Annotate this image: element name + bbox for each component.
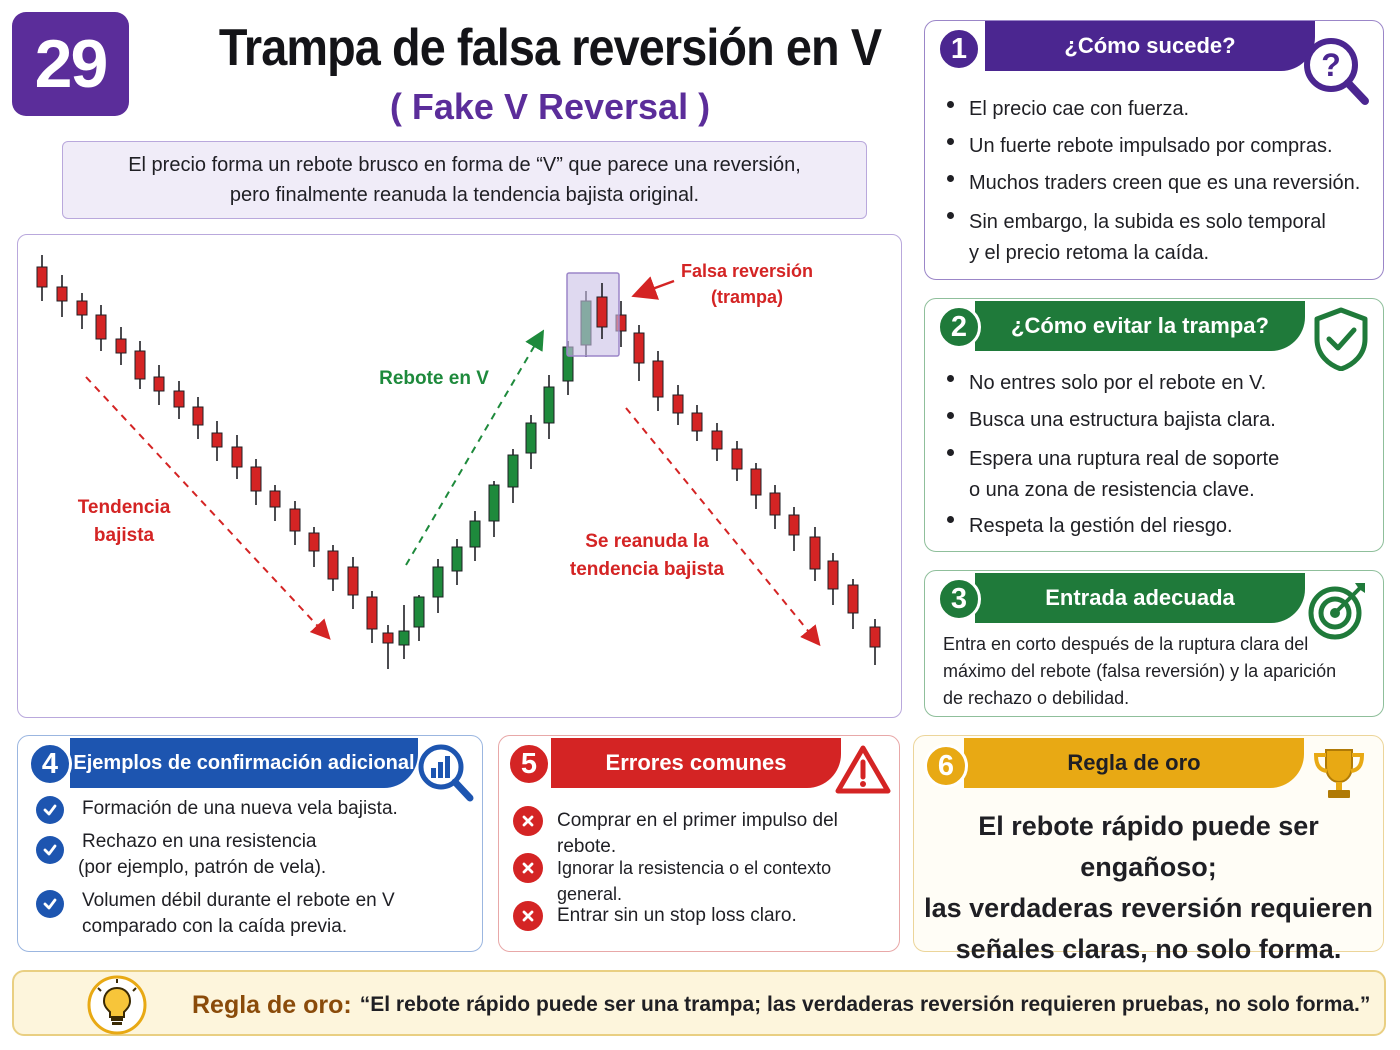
- card-banner: [964, 738, 1304, 788]
- card-banner: [551, 738, 841, 788]
- list-item-text: Sin embargo, la subida es solo temporal: [969, 211, 1326, 233]
- bearish-candle-body: [290, 509, 300, 531]
- lightbulb-icon: [86, 974, 148, 1036]
- bearish-candle-body: [77, 301, 87, 315]
- label-downtrend: bajista: [93, 525, 155, 546]
- candlestick: [232, 435, 242, 479]
- candlestick: [290, 501, 300, 545]
- candlestick: [37, 255, 47, 301]
- bearish-candle-body: [634, 333, 644, 363]
- card-confirmation-examples: [17, 735, 483, 952]
- chart-magnifier-icon: [416, 742, 474, 804]
- description-line: El precio forma un rebote brusco en forma de “V” que parece una reversión,: [128, 154, 801, 176]
- list-item: Busca una estructura bajista clara.: [947, 402, 1377, 439]
- check-icon: [36, 890, 64, 918]
- candlestick: [367, 591, 377, 643]
- card-banner: [975, 301, 1305, 351]
- candlesticks-group: [37, 255, 880, 669]
- shield-check-icon: [1313, 307, 1369, 371]
- candlestick: [116, 327, 126, 365]
- candlestick: [870, 619, 880, 665]
- candlestick: [673, 385, 683, 425]
- candlestick: [174, 381, 184, 419]
- candlestick: [751, 463, 761, 509]
- candlestick: [57, 275, 67, 317]
- list-item: [947, 202, 1377, 269]
- bullish-candle-body: [508, 455, 518, 487]
- candlestick: [470, 511, 480, 561]
- bullish-candle-body: [544, 387, 554, 423]
- list-item: [513, 901, 797, 931]
- candlestick: [193, 397, 203, 439]
- card-title: Entrada adecuada: [1045, 585, 1235, 610]
- golden-rule-line: señales claras, no solo forma.: [955, 934, 1342, 964]
- bearish-candle-body: [135, 351, 145, 379]
- candlestick: [692, 405, 702, 441]
- card-bullet-list: [947, 91, 1377, 269]
- card-common-errors: [498, 735, 900, 952]
- candlestick: [789, 507, 799, 551]
- list-item: Respeta la gestión del riesgo.: [947, 506, 1377, 545]
- card-bullet-list: [947, 365, 1377, 545]
- bearish-candle-body: [789, 515, 799, 535]
- candlestick: [348, 557, 358, 609]
- bullish-candle-body: [489, 485, 499, 521]
- bearish-candle-body: [212, 433, 222, 447]
- card-number-badge: 6: [924, 744, 968, 788]
- bearish-candle-body: [367, 597, 377, 629]
- label-false-reversal: Falsa reversión: [680, 261, 814, 281]
- bearish-candle-body: [770, 493, 780, 515]
- check-icon: [36, 836, 64, 864]
- candlestick: [96, 305, 106, 351]
- x-icon: [513, 806, 543, 836]
- list-item: Muchos traders creen que es una reversión.: [947, 165, 1377, 202]
- card-golden-rule: [913, 735, 1384, 964]
- golden-rule-line: las verdaderas reversión requieren: [924, 893, 1373, 923]
- card-banner: [975, 573, 1305, 623]
- bullish-candle-body: [526, 423, 536, 453]
- bearish-candle-body: [848, 585, 858, 613]
- bearish-candle-body: [57, 287, 67, 301]
- candlestick: [452, 539, 462, 585]
- list-item: [36, 796, 398, 824]
- bearish-candle-body: [383, 633, 393, 643]
- card-banner: [70, 738, 418, 788]
- bearish-candle-body: [870, 627, 880, 647]
- candlestick: [508, 449, 518, 503]
- candlestick: [770, 485, 780, 529]
- golden-rule-text: [914, 806, 1383, 970]
- bearish-candle-body: [732, 449, 742, 469]
- label-resume-downtrend: Se reanuda la: [585, 531, 709, 552]
- bearish-candle-body: [653, 361, 663, 397]
- candlestick: [154, 365, 164, 405]
- candlestick: [328, 545, 338, 591]
- card-title: Ejemplos de confirmación adicional: [73, 751, 415, 774]
- list-item-text: Comprar en el primer impulso del rebote.: [557, 810, 838, 857]
- bullish-candle-body: [452, 547, 462, 571]
- list-item-text: Formación de una nueva vela bajista.: [82, 798, 398, 819]
- card-body: [943, 631, 1373, 712]
- label-downtrend: Tendencia: [77, 497, 171, 518]
- list-item: [36, 829, 326, 881]
- candlestick: [309, 527, 319, 567]
- card-title: ¿Cómo evitar la trampa?: [1011, 313, 1269, 338]
- bearish-candle-body: [193, 407, 203, 425]
- list-item-continuation: comparado con la caída previa.: [82, 916, 348, 937]
- card-how-to-avoid: [924, 298, 1384, 552]
- list-item-text: Ignorar la resistencia o el contexto general.: [557, 858, 832, 904]
- svg-text:?: ?: [1321, 47, 1341, 83]
- bearish-candle-body: [232, 447, 242, 467]
- list-item: [947, 439, 1377, 506]
- bearish-candle-body: [828, 561, 838, 589]
- card-number-badge: 1: [937, 27, 981, 71]
- card-proper-entry: [924, 570, 1384, 717]
- bearish-candle-body: [348, 567, 358, 595]
- list-item-continuation: o una zona de resistencia clave.: [969, 479, 1255, 501]
- candlestick: [732, 441, 742, 481]
- candlestick: [433, 559, 443, 613]
- label-rebound: Rebote en V: [379, 368, 489, 389]
- bearish-candle-body: [96, 315, 106, 339]
- card-how-it-happens: [924, 20, 1384, 280]
- bearish-candle-body: [251, 467, 261, 491]
- list-item-text: Entrar sin un stop loss claro.: [557, 905, 797, 926]
- v-reversal-diagram: [17, 234, 902, 718]
- section-number-badge: 29: [12, 12, 129, 116]
- candlestick-diagram: [18, 235, 903, 719]
- candlestick: [383, 625, 393, 669]
- x-icon: [513, 853, 543, 883]
- list-item: [513, 853, 899, 907]
- bearish-candle-body: [692, 413, 702, 431]
- label-resume-downtrend: tendencia bajista: [569, 559, 725, 580]
- footer-label: Regla de oro:: [192, 990, 352, 1019]
- list-item: [36, 888, 395, 940]
- description-line: pero finalmente reanuda la tendencia bajista original.: [229, 184, 700, 206]
- body-line: máximo del rebote (falsa reversión) y la aparición: [943, 661, 1337, 681]
- list-item-text: Volumen débil durante el rebote en V: [82, 890, 395, 911]
- page-subtitle: ( Fake V Reversal ): [389, 86, 711, 127]
- list-item-text: Rechazo en una resistencia: [82, 831, 317, 852]
- card-number-badge: 3: [937, 577, 981, 621]
- bearish-candle-body: [712, 431, 722, 449]
- list-item-continuation: (por ejemplo, patrón de vela).: [78, 857, 327, 878]
- card-title: Regla de oro: [1067, 750, 1201, 775]
- footer-golden-rule-banner: [12, 970, 1386, 1036]
- bearish-candle-body: [597, 297, 607, 327]
- trophy-icon: [1310, 746, 1368, 802]
- candlestick: [848, 579, 858, 629]
- list-item: No entres solo por el rebote en V.: [947, 365, 1377, 402]
- bearish-candle-body: [328, 551, 338, 579]
- card-title: ¿Cómo sucede?: [1064, 33, 1236, 58]
- bearish-candle-body: [154, 377, 164, 391]
- candlestick: [270, 485, 280, 521]
- list-item: Un fuerte rebote impulsado por compras.: [947, 128, 1377, 165]
- footer-text: [192, 972, 1370, 1038]
- candlestick: [544, 375, 554, 439]
- candlestick: [135, 341, 145, 389]
- candlestick: [212, 421, 222, 461]
- candlestick: [399, 605, 409, 659]
- bearish-candle-body: [810, 537, 820, 569]
- body-line: Entra en corto después de la ruptura clara del: [943, 634, 1309, 654]
- candlestick: [414, 595, 424, 641]
- card-number-badge: 4: [28, 742, 72, 786]
- card-number-badge: 2: [937, 305, 981, 349]
- bullish-candle-body: [433, 567, 443, 597]
- card-title: Errores comunes: [605, 750, 787, 775]
- candlestick: [77, 293, 87, 329]
- bearish-candle-body: [309, 533, 319, 551]
- candlestick: [828, 553, 838, 605]
- bearish-candle-body: [37, 267, 47, 287]
- list-item-continuation: y el precio retoma la caída.: [969, 242, 1210, 264]
- bearish-candle-body: [116, 339, 126, 353]
- warning-icon: [835, 744, 891, 794]
- candlestick: [810, 527, 820, 581]
- card-number-badge: 5: [507, 742, 551, 786]
- candlestick: [712, 423, 722, 461]
- false-reversal-highlight: [567, 273, 619, 356]
- bearish-candle-body: [174, 391, 184, 407]
- check-icon: [36, 796, 64, 824]
- page-title: Trampa de falsa reversión en V: [218, 19, 882, 77]
- candlestick: [526, 415, 536, 469]
- candlestick: [653, 351, 663, 411]
- candlestick: [634, 325, 644, 381]
- x-icon: [513, 901, 543, 931]
- footer-quote: “El rebote rápido puede ser una trampa; las verdaderas reversión requieren pruebas, no solo forma.”: [359, 993, 1371, 1016]
- bearish-candle-body: [270, 491, 280, 507]
- golden-rule-line: El rebote rápido puede ser engañoso;: [978, 811, 1319, 882]
- bullish-candle-body: [414, 597, 424, 627]
- list-item-text: Espera una ruptura real de soporte: [969, 448, 1280, 470]
- bearish-candle-body: [751, 469, 761, 495]
- label-false-reversal: (trampa): [710, 287, 784, 307]
- candlestick: [489, 481, 499, 537]
- bullish-candle-body: [470, 521, 480, 547]
- bearish-candle-body: [673, 395, 683, 413]
- list-item: [513, 806, 899, 860]
- list-item: El precio cae con fuerza.: [947, 91, 1377, 128]
- bullish-candle-body: [399, 631, 409, 645]
- card-banner: [985, 21, 1315, 71]
- candlestick: [251, 459, 261, 505]
- false-reversal-pointer-arrow: [636, 281, 674, 295]
- body-line: de rechazo o debilidad.: [943, 688, 1130, 708]
- description-box: [62, 141, 867, 219]
